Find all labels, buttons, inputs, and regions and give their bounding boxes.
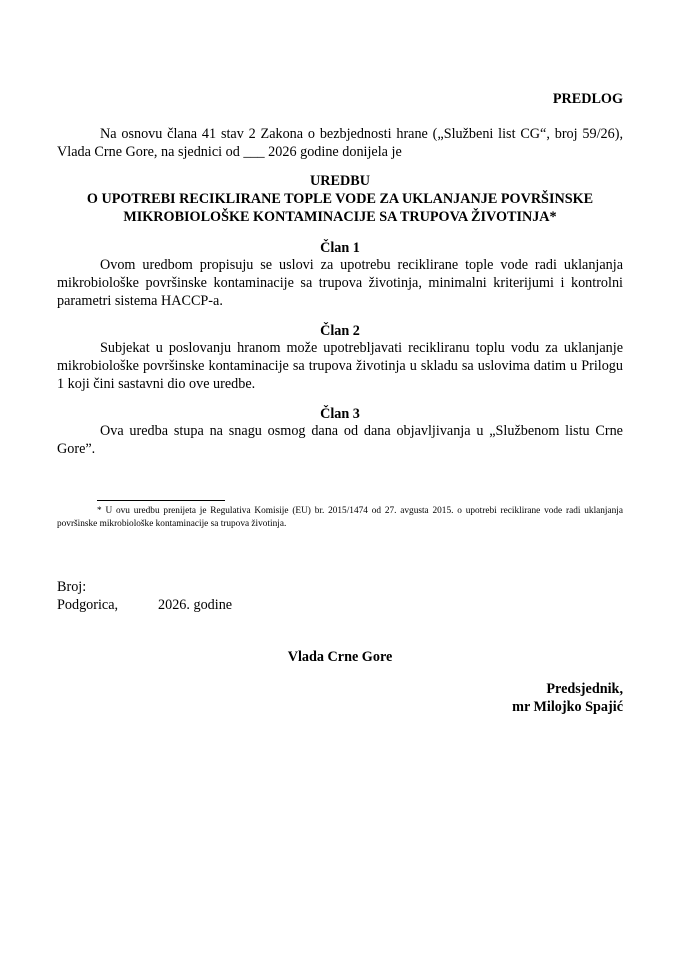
- article-2-heading: Član 2: [320, 323, 360, 339]
- article-2-text: Subjekat u poslovanju hranom može upotrebljavati recikliranu toplu vodu za uklanjanje mikrobiološke površinske kontaminacije sa trupova životinja u skladu sa uslovima datim u Prilogu 1 koji čini sastavni dio ove uredbe.: [57, 340, 623, 392]
- signatory-name: mr Milojko Spajić: [512, 699, 623, 715]
- footnote: [57, 505, 623, 531]
- decree-title-line-2: O UPOTREBI RECIKLIRANE TOPLE VODE ZA UKLANJANJE POVRŠINSKE: [86, 191, 594, 207]
- proposal-label: PREDLOG: [552, 91, 623, 107]
- document-number-label: Broj:: [57, 579, 87, 595]
- signatory-title: Predsjednik,: [546, 681, 623, 697]
- decree-title-line-1: UREDBU: [310, 173, 370, 189]
- document-date: 2026. godine: [158, 597, 233, 613]
- article-1-heading: Član 1: [320, 240, 360, 256]
- footnote-text: * U ovu uredbu prenijeta je Regulativa Komisije (EU) br. 2015/1474 od 27. avgusta 2015. o upotrebi reciklirane vode radi uklanjanja površinske mikrobiološke kontaminacije sa trupova životinja.: [57, 506, 623, 529]
- article-3-heading: Član 3: [320, 406, 360, 422]
- document-place: Podgorica,: [57, 597, 119, 613]
- decree-title-line-3: MIKROBIOLOŠKE KONTAMINACIJE SA TRUPOVA ŽIVOTINJA*: [123, 209, 557, 225]
- government-name: Vlada Crne Gore: [287, 649, 393, 665]
- preamble-paragraph: Na osnovu člana 41 stav 2 Zakona o bezbjednosti hrane („Službeni list CG“, broj 59/26), Vlada Crne Gore, na sjednici od ___ 2026 godine donijela je: [57, 126, 623, 160]
- footnote-divider: [97, 500, 225, 501]
- article-3-text: Ova uredba stupa na snagu osmog dana od dana objavljivanja u „Službenom listu Crne Gore”.: [57, 423, 623, 457]
- article-1-text: Ovom uredbom propisuju se uslovi za upotrebu reciklirane tople vode radi uklanjanja mikrobiološke površinske kontaminacije sa trupova životinja, minimalni kriterijumi i kontrolni parametri sistema HACCP-a.: [57, 257, 623, 309]
- decree-title: [57, 172, 623, 226]
